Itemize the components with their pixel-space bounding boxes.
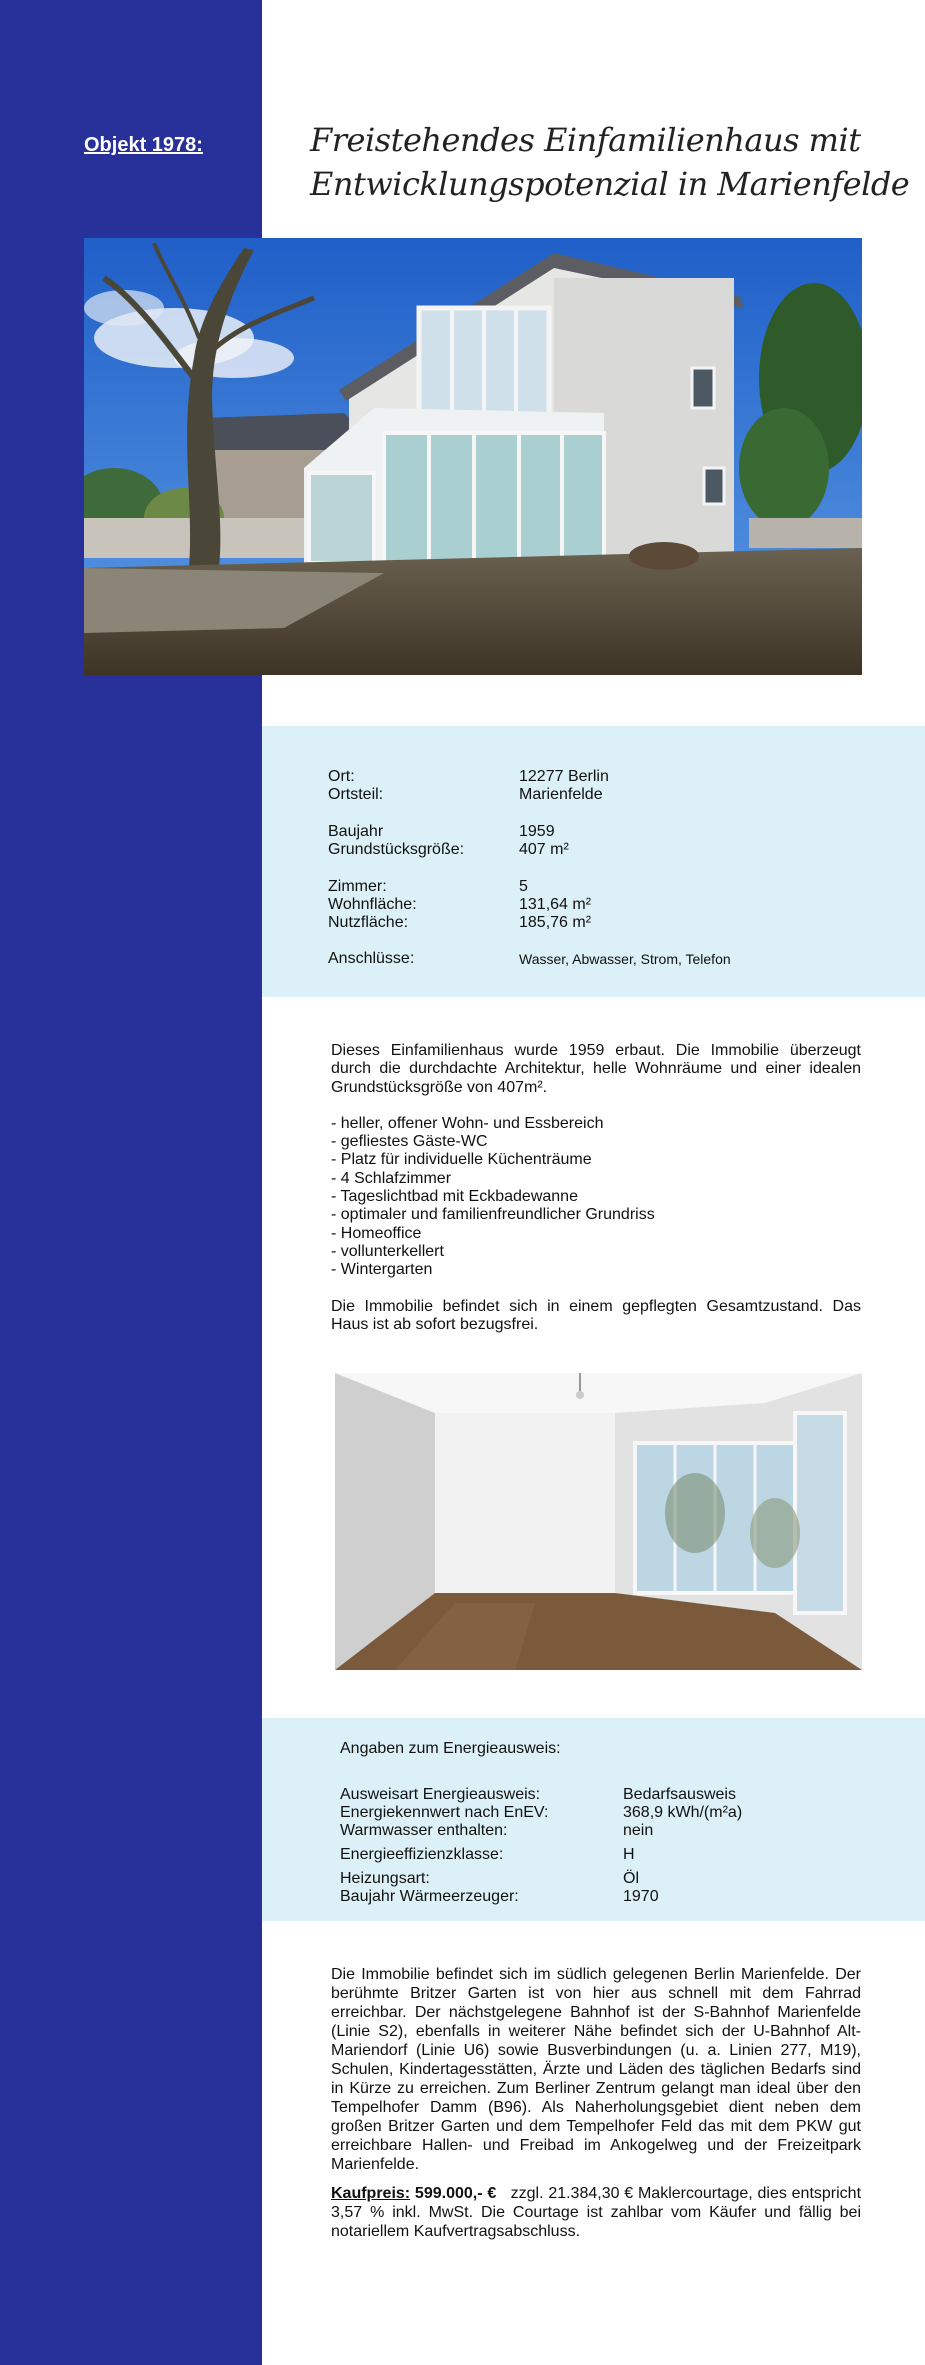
fact-value: 5 <box>519 878 528 895</box>
energy-heading: Angaben zum Energieausweis: <box>340 1740 561 1757</box>
fact-value: 1959 <box>519 823 555 840</box>
list-item: - vollunterkellert <box>331 1243 861 1261</box>
fact-value: Marienfelde <box>519 786 603 803</box>
list-item: - Wintergarten <box>331 1261 861 1279</box>
fact-row-zimmer <box>328 878 888 896</box>
energy-row-baujahr <box>340 1888 860 1906</box>
fact-label: Anschlüsse: <box>328 950 415 967</box>
energy-label: Heizungsart: <box>340 1870 430 1887</box>
price-text: zzgl. 21.384,30 € Maklercourtage, dies entspricht 3,57 % inkl. MwSt. Die Courtage ist zahlbar vom Käufer und fällig bei notariellem Kaufvertragsabschluss. <box>331 2185 862 2240</box>
feature-list <box>331 1115 861 1280</box>
house-exterior-photo <box>84 238 862 675</box>
location-description <box>331 1965 861 2174</box>
fact-row-grundstueck <box>328 841 888 859</box>
energy-value: nein <box>623 1822 654 1839</box>
energy-value: Öl <box>623 1870 639 1887</box>
energy-value: H <box>623 1846 635 1863</box>
energy-label: Ausweisart Energieausweis: <box>340 1786 541 1803</box>
fact-value: 131,64 m² <box>519 896 592 913</box>
energy-row-ausweisart <box>340 1786 860 1804</box>
list-item: - Platz für individuelle Küchenträume <box>331 1151 861 1169</box>
fact-value: 185,76 m² <box>519 914 592 931</box>
list-item: - heller, offener Wohn- und Essbereich <box>331 1115 861 1133</box>
fact-label: Baujahr <box>328 823 384 840</box>
fact-row-ortsteil <box>328 786 888 804</box>
energy-certificate <box>340 1740 860 1906</box>
price-label: Kaufpreis: <box>331 2185 411 2202</box>
fact-row-ort <box>328 768 888 786</box>
energy-label: Energiekennwert nach EnEV: <box>340 1804 549 1821</box>
interior-room-photo <box>335 1373 862 1670</box>
list-item: - 4 Schlafzimmer <box>331 1170 861 1188</box>
energy-value: Bedarfsausweis <box>623 1786 736 1803</box>
fact-row-wohnflaeche <box>328 896 888 914</box>
fact-row-nutzflaeche <box>328 914 888 932</box>
energy-row-heizung <box>340 1870 860 1888</box>
energy-label: Baujahr Wärmeerzeuger: <box>340 1888 519 1905</box>
price-block <box>331 2184 861 2241</box>
fact-value: Wasser, Abwasser, Strom, Telefon <box>519 951 731 967</box>
location-text: Die Immobilie befindet sich im südlich gelegenen Berlin Marienfelde. Der berühmte Britzer Garten ist von hier aus schnell mit dem Fahrrad erreichbar. Der nächstgelegene Bahnhof ist der S-Bahnhof Marienfelde (Linie S2), ebenfalls in weiterer Nähe befindet sich der U-Bahnhof Alt-Mariendorf (Linie U6) sowie Busverbindungen (u. a. Linien 277, M19), Schulen, Kindertagesstätten, Ärzte und Läden des täglichen Bedarfs sind in Kürze zu erreichen. Zum Berliner Zentrum gelangt man ideal über den Tempelhofer Damm (B96). Als Naherholungsgebiet dient neben dem großen Britzer Garten und dem Tempelhofer Feld das mit dem PKW gut erreichbare Hallen- und Freibad im Ankogelweg und der Freizeitpark Marienfelde. <box>331 1966 861 2173</box>
list-item: - Tageslichtbad mit Eckbadewanne <box>331 1188 861 1206</box>
fact-label: Ort: <box>328 768 355 785</box>
energy-label: Energieeffizienzklasse: <box>340 1846 504 1863</box>
energy-label: Warmwasser enthalten: <box>340 1822 508 1839</box>
object-number-label: Objekt 1978: <box>84 134 203 156</box>
fact-label: Nutzfläche: <box>328 914 409 931</box>
price-value: 599.000,- € <box>414 2185 497 2202</box>
fact-row-anschluesse <box>328 950 888 968</box>
energy-row-klasse <box>340 1846 860 1864</box>
list-item: - optimaler und familienfreundlicher Grundriss <box>331 1206 861 1224</box>
energy-value: 368,9 kWh/(m²a) <box>623 1804 743 1821</box>
energy-row-warmwasser <box>340 1822 860 1840</box>
fact-row-baujahr <box>328 823 888 841</box>
description-intro: Dieses Einfamilienhaus wurde 1959 erbaut. Die Immobilie überzeugt durch die durchdachte Architektur, helle Wohnräume und einer idealen Grundstücksgröße von 407m². <box>331 1042 861 1096</box>
fact-label: Wohnfläche: <box>328 896 417 913</box>
property-description <box>331 1042 861 1334</box>
list-item: - Homeoffice <box>331 1225 861 1243</box>
list-item: - gefliestes Gäste-WC <box>331 1133 861 1151</box>
page-title: Freistehendes Einfamilienhaus mit Entwicklungspotenzial in Marienfelde <box>310 121 910 203</box>
description-condition: Die Immobilie befindet sich in einem gepflegten Gesamtzustand. Das Haus ist ab sofort bezugsfrei. <box>331 1297 861 1333</box>
fact-label: Grundstücksgröße: <box>328 841 465 858</box>
energy-row-kennwert <box>340 1804 860 1822</box>
fact-label: Ortsteil: <box>328 786 384 803</box>
energy-value: 1970 <box>623 1888 659 1905</box>
fact-value: 12277 Berlin <box>519 768 609 785</box>
fact-value: 407 m² <box>519 841 569 858</box>
fact-label: Zimmer: <box>328 878 387 895</box>
property-facts <box>328 768 888 968</box>
